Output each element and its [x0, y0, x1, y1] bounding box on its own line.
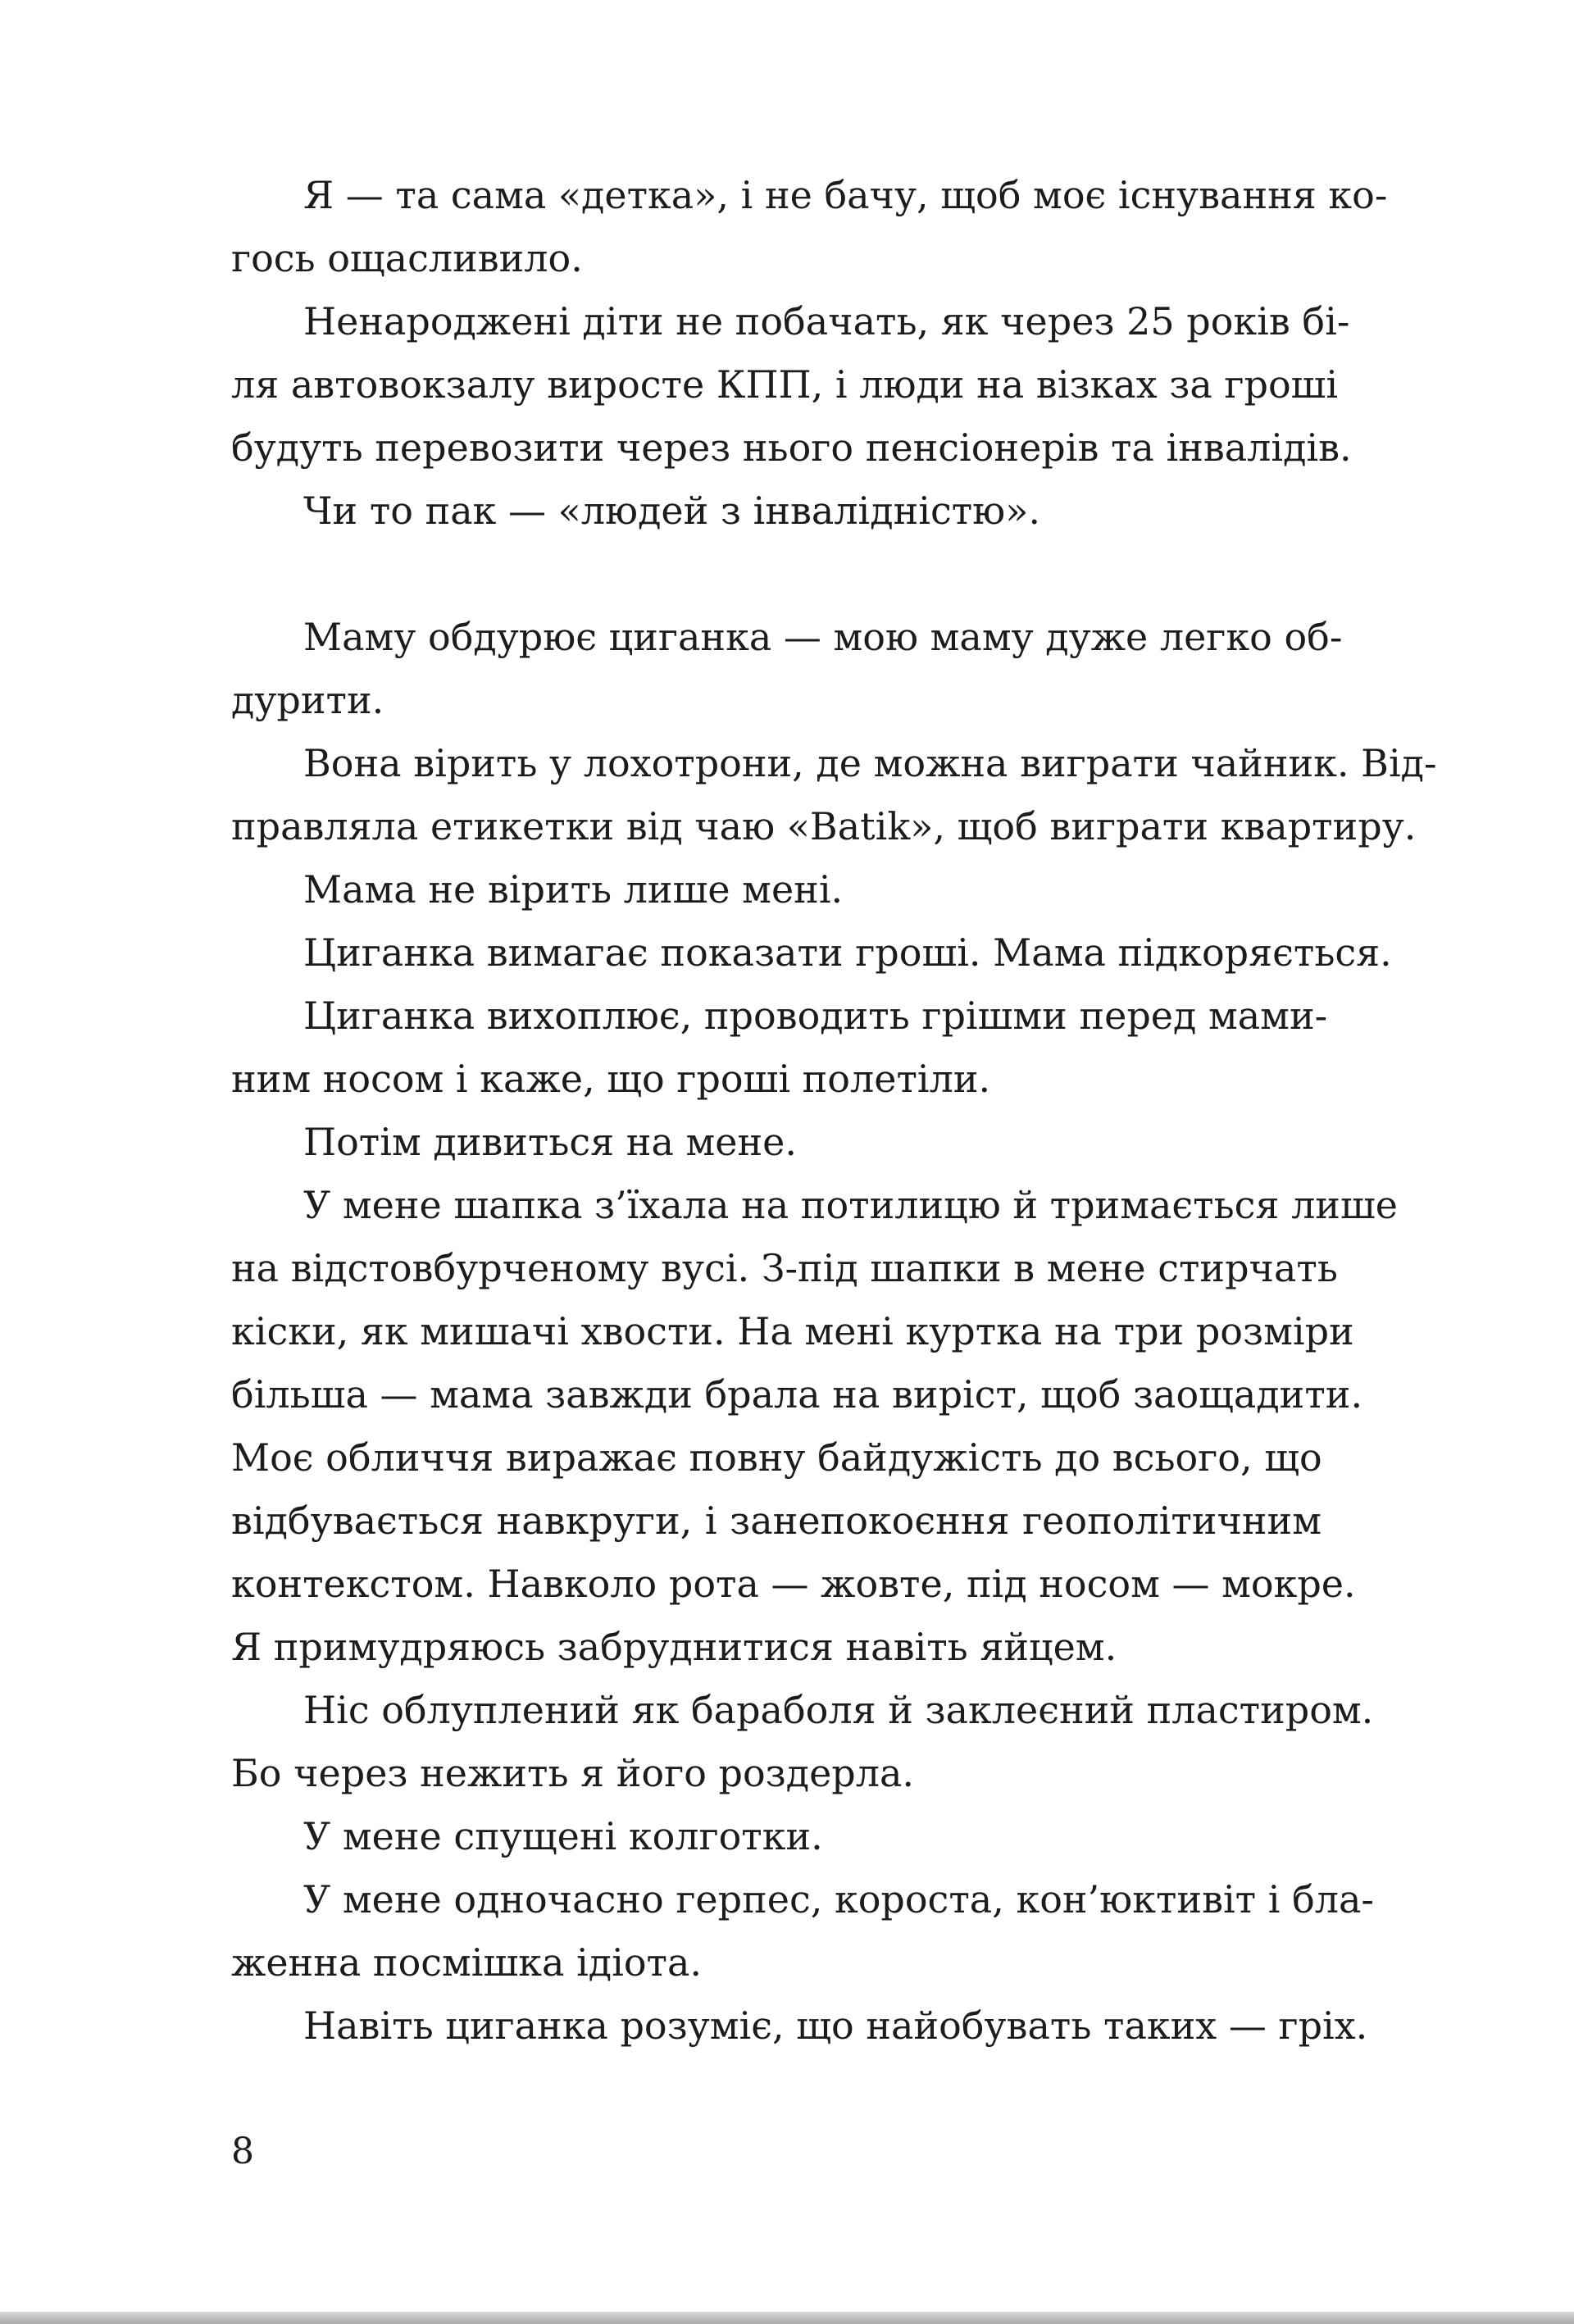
text-line: Маму обдурює циганка — мою маму дуже легко об-: [303, 615, 1343, 659]
text-line: Ніс облуплений як бараболя й заклеєний пластиром.: [303, 1688, 1374, 1732]
text-line: дурити.: [231, 678, 384, 722]
text-line: У мене шапка з’їхала на потилицю й тримається лише: [303, 1183, 1398, 1227]
text-line: правляла етикетки від чаю «Batik», щоб виграти квартиру.: [231, 804, 1417, 848]
text-line: Бо через нежить я його роздерла.: [231, 1751, 915, 1795]
text-line: на відстовбурченому вусі. З-під шапки в мене стирчать: [231, 1246, 1338, 1290]
text-line: кіски, як мишачі хвости. На мені куртка на три розміри: [231, 1309, 1354, 1353]
page-bottom-edge: [0, 2312, 1574, 2324]
text-line: відбувається навкруги, і занепокоєння геополітичним: [231, 1499, 1322, 1543]
text-line: ним носом і каже, що гроші полетіли.: [231, 1057, 991, 1101]
text-line: Навіть циганка розуміє, що найобувать таких — гріх.: [303, 2003, 1368, 2048]
text-line: більша — мама завжди брала на виріст, щоб заощадити.: [231, 1372, 1363, 1417]
text-line: Я — та сама «детка», і не бачу, щоб моє існування ко-: [303, 173, 1388, 217]
text-line: Циганка вимагає показати гроші. Мама підкоряється.: [303, 930, 1392, 975]
text-line: будуть перевозити через нього пенсіонерів та інвалідів.: [231, 425, 1352, 470]
text-line: Я примудряюсь забруднитися навіть яйцем.: [231, 1625, 1117, 1669]
text-line: Вона вірить у лохотрони, де можна виграти чайник. Від-: [303, 741, 1437, 785]
text-line: гось ощасливило.: [231, 236, 583, 280]
text-line: Ненароджені діти не побачать, як через 25 років бі-: [303, 299, 1350, 343]
page-number: 8: [231, 2131, 254, 2172]
text-line: У мене спущені колготки.: [303, 1814, 823, 1858]
text-line: ля автовокзалу виросте КПП, і люди на візках за гроші: [231, 362, 1339, 407]
text-line: контекстом. Навколо рота — жовте, під носом — мокре.: [231, 1562, 1356, 1606]
text-line: Моє обличчя виражає повну байдужість до всього, що: [231, 1435, 1322, 1480]
text-line: Потім дивиться на мене.: [303, 1120, 798, 1164]
text-line: Чи то пак — «людей з інвалідністю».: [303, 489, 1040, 533]
text-line: Циганка вихоплює, проводить грішми перед мами-: [303, 994, 1328, 1038]
text-line: Мама не вірить лише мені.: [303, 867, 844, 912]
section-break: [231, 543, 1322, 606]
body-text: [231, 164, 1437, 2058]
text-line: женна посмішка ідіота.: [231, 1940, 703, 1985]
text-line: У мене одночасно герпес, короста, кон’юктивіт і бла-: [303, 1877, 1374, 1922]
